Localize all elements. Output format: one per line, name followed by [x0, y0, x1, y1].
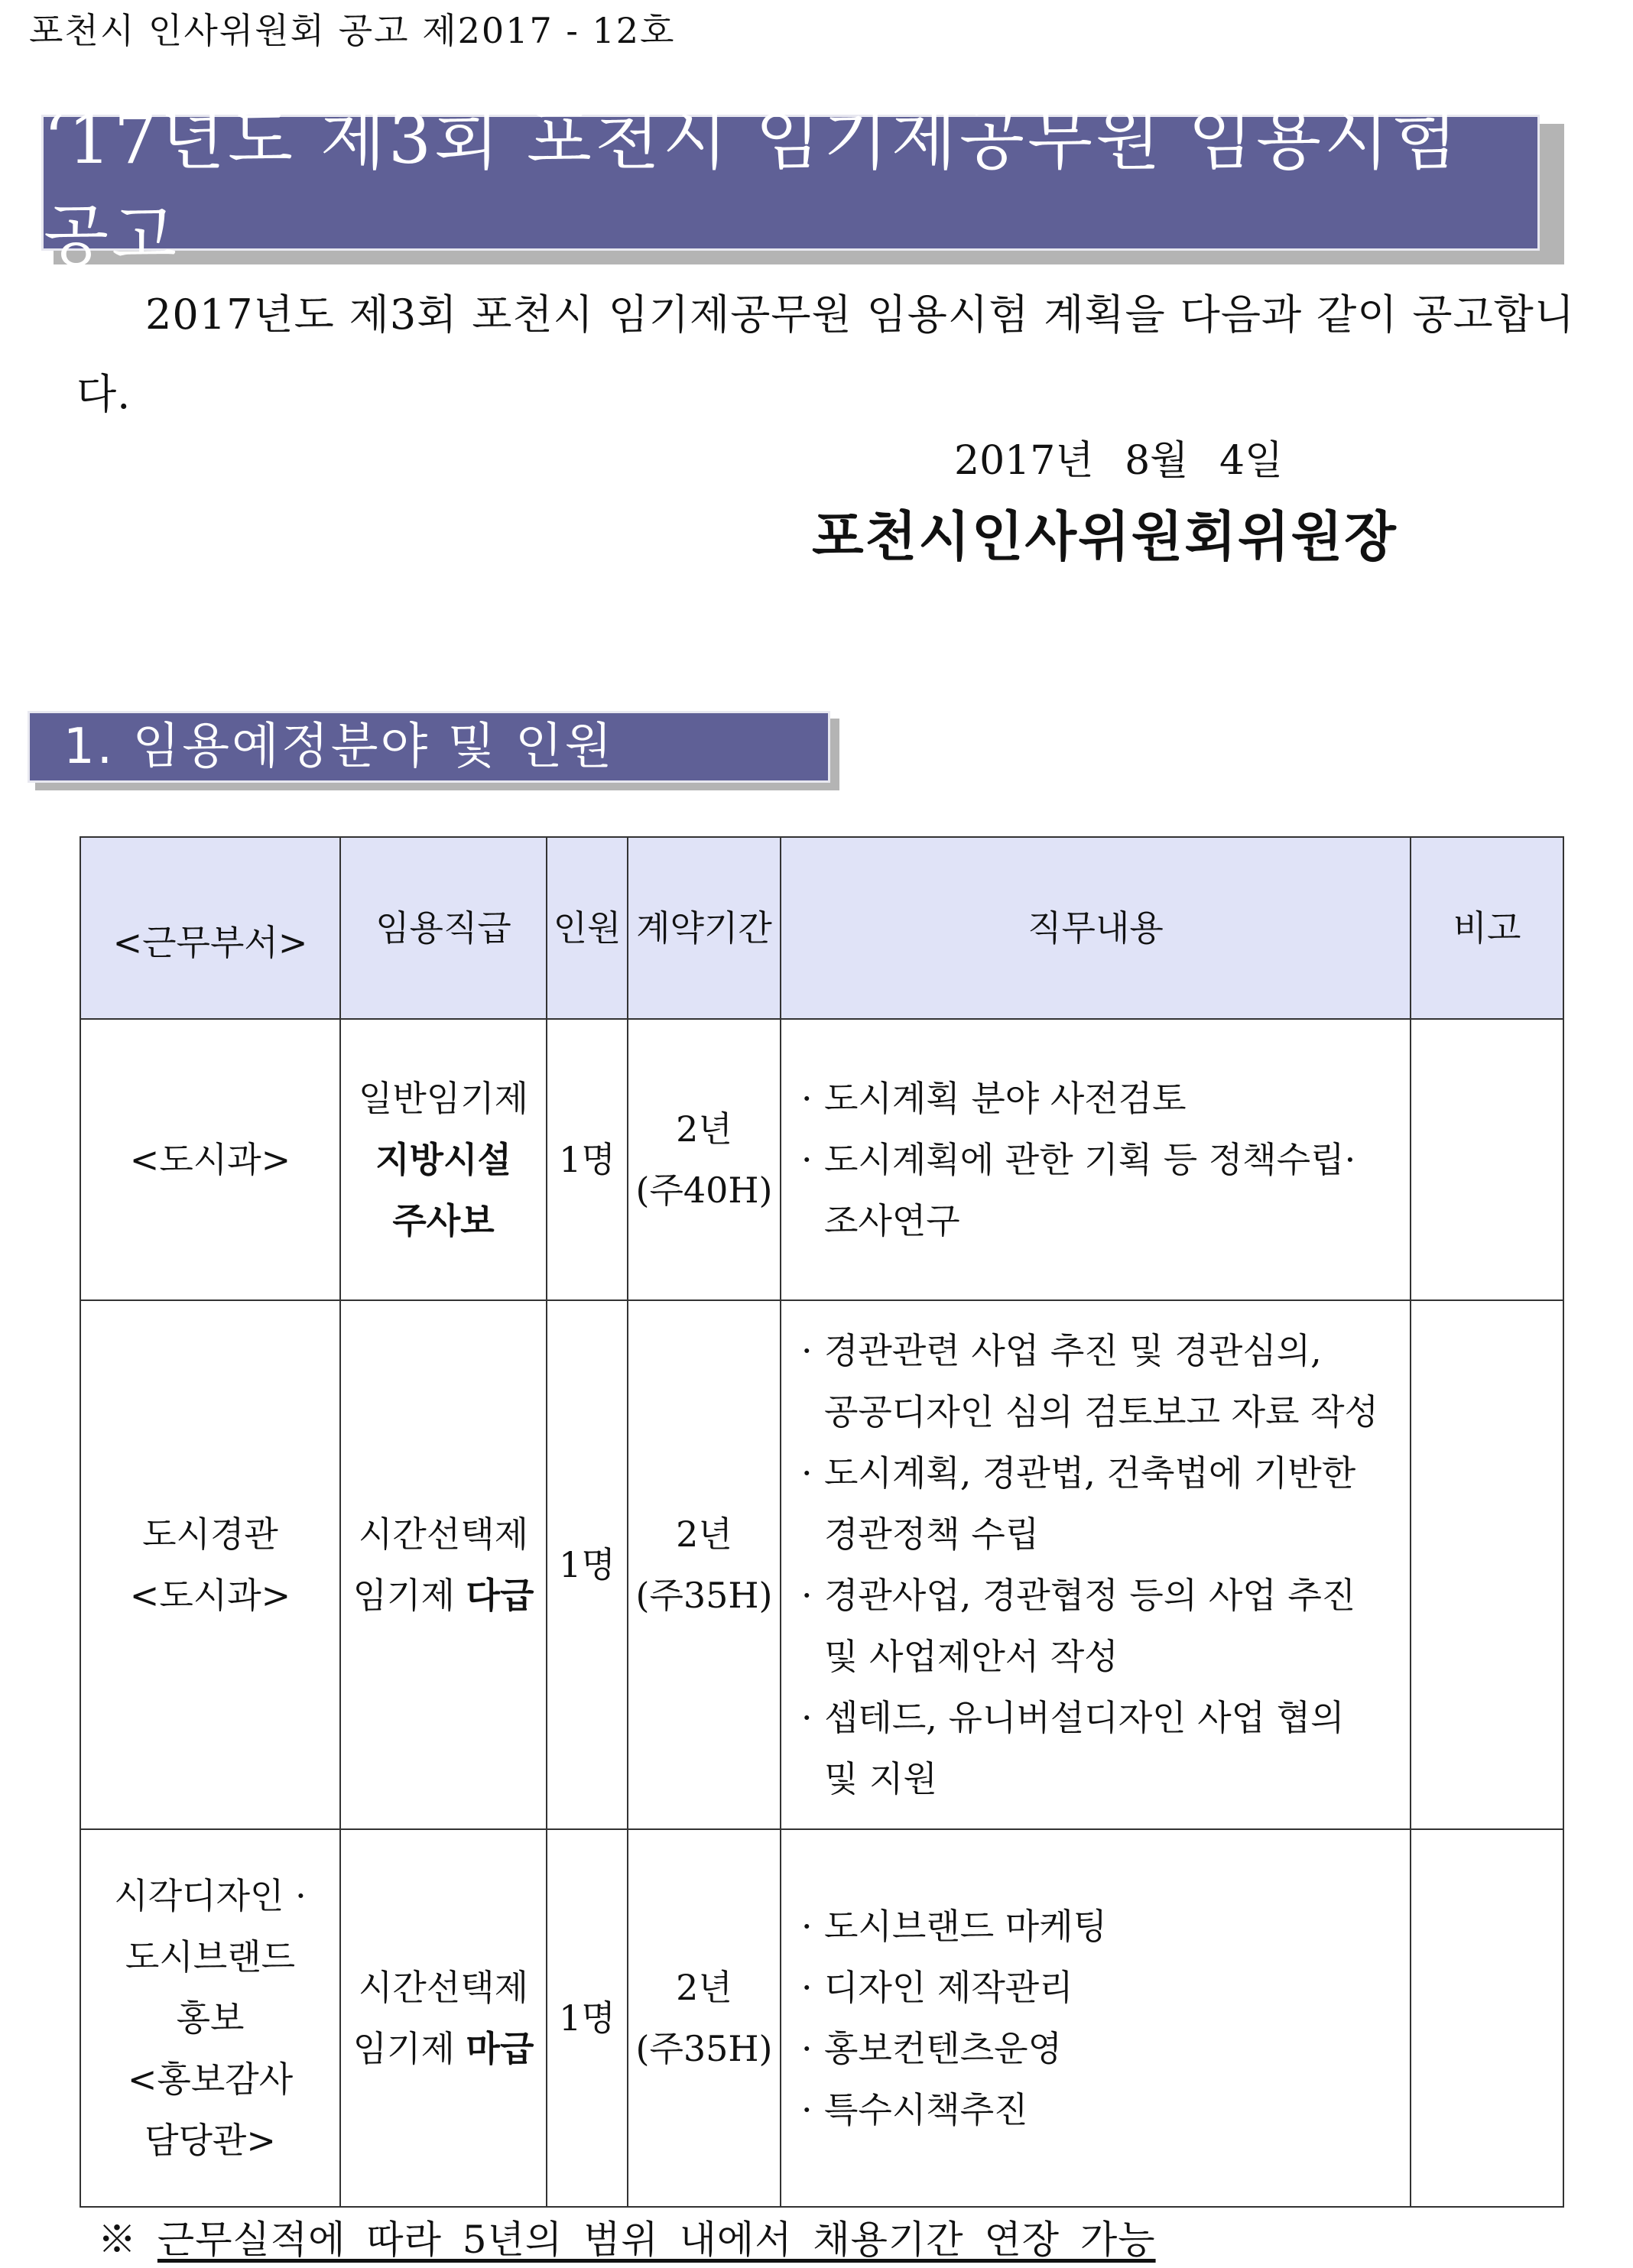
table-header-row — [80, 837, 1563, 1019]
footnote-text: 근무실적에 따라 5년의 범위 내에서 채용기간 연장 가능 — [157, 2218, 1156, 2262]
bullet-icon: · — [801, 1139, 813, 1180]
duty-item — [801, 2079, 1404, 2140]
header-duties: 직무내용 — [781, 837, 1411, 1019]
duty-item — [801, 1957, 1404, 2018]
duties-cell — [781, 1019, 1411, 1300]
announcement-title: ‘17년도 제3회 포천시 임기제공무원 임용시험 공고 — [44, 100, 1460, 275]
grade-line — [341, 2018, 546, 2079]
count-cell: 1명 — [547, 1300, 628, 1829]
bullet-icon: · — [801, 2089, 813, 2130]
bullet-icon: · — [801, 1330, 813, 1371]
count-cell: 1명 — [547, 1829, 628, 2207]
bullet-icon: · — [801, 2028, 813, 2069]
section-heading: 1. 임용예정분야 및 인원 — [28, 711, 830, 783]
bullet-icon: · — [801, 1452, 813, 1494]
grade-level: 마급 — [466, 2028, 534, 2069]
note-cell — [1411, 1300, 1563, 1829]
bullet-icon: · — [801, 1078, 813, 1119]
duty-continuation: 및 지원 — [824, 1758, 937, 1799]
bullet-icon: · — [801, 1967, 813, 2008]
bullet-icon: · — [801, 1906, 813, 1947]
grade-line — [341, 1504, 546, 1565]
intro-paragraph: 2017년도 제3회 포천시 임기제공무원 임용시험 계획을 다음과 같이 공고합니다. — [76, 290, 1575, 418]
grade-line — [341, 1957, 546, 2018]
duty-item — [801, 1442, 1404, 1504]
period-cell-line: (주35H) — [635, 1575, 773, 1616]
department-cell-line: 시각디자인 · — [114, 1875, 307, 1916]
grade-cell — [340, 1829, 547, 2207]
header-count: 인원 — [547, 837, 628, 1019]
duty-text: 특수시책추진 — [824, 2089, 1028, 2130]
department-cell — [80, 1300, 340, 1829]
department-cell — [80, 1829, 340, 2207]
duty-item — [801, 1068, 1404, 1129]
duty-continuation: 경관정책 수립 — [824, 1514, 1040, 1555]
period-cell — [628, 1300, 781, 1829]
grade-line — [341, 1068, 546, 1129]
duty-text: 셉테드, 유니버설디자인 사업 협의 — [824, 1697, 1345, 1738]
header-grade: 임용직급 — [340, 837, 547, 1019]
department-cell-line: 홍보 — [176, 1997, 245, 2039]
count-cell: 1명 — [547, 1019, 628, 1300]
department-cell-line: <도시과> — [129, 1575, 291, 1616]
duty-item — [801, 1565, 1404, 1626]
duties-cell — [781, 1829, 1411, 2207]
announcement-date: 2017년 8월 4일 — [954, 438, 1284, 484]
header-period: 계약기간 — [628, 837, 781, 1019]
duty-text: 도시계획, 경관법, 건축법에 기반한 — [824, 1452, 1356, 1494]
grade-line — [341, 1565, 546, 1626]
duty-item — [801, 1896, 1404, 1957]
duty-item — [801, 1687, 1404, 1748]
grade-text: 시간선택제 — [358, 1514, 529, 1555]
duty-text: 디자인 제작관리 — [824, 1967, 1073, 2008]
grade-text: 임기제 — [352, 2028, 455, 2069]
department-cell-line: 도시경관 — [142, 1514, 278, 1555]
grade-text: 주사보 — [392, 1200, 495, 1241]
duty-continuation: 공공디자인 심의 검토보고 자료 작성 — [824, 1391, 1379, 1433]
duty-item — [801, 1129, 1404, 1190]
duty-text: 도시계획에 관한 기획 등 정책수립· — [824, 1139, 1356, 1180]
table-row — [80, 1019, 1563, 1300]
footnote-mark: ※ — [98, 2218, 137, 2262]
duty-text: 도시브랜드 마케팅 — [824, 1906, 1108, 1947]
period-cell-line: (주35H) — [635, 2028, 773, 2069]
grade-text: 시간선택제 — [358, 1967, 529, 2008]
period-cell-line: (주40H) — [635, 1170, 773, 1211]
period-cell-line: 2년 — [676, 1967, 732, 2008]
header-note: 비고 — [1411, 837, 1563, 1019]
note-cell — [1411, 1829, 1563, 2207]
grade-cell — [340, 1019, 547, 1300]
period-cell-line: 2년 — [676, 1108, 732, 1150]
bullet-icon: · — [801, 1697, 813, 1738]
duties-cell — [781, 1300, 1411, 1829]
note-cell — [1411, 1019, 1563, 1300]
grade-level: 다급 — [466, 1575, 534, 1616]
period-cell — [628, 1019, 781, 1300]
grade-cell — [340, 1300, 547, 1829]
duty-text: 경관관련 사업 추진 및 경관심의, — [824, 1330, 1322, 1371]
department-cell-line: 도시브랜드 — [125, 1936, 296, 1978]
positions-table — [80, 836, 1564, 2208]
department-cell-line: <도시과> — [129, 1139, 291, 1180]
notice-number: 포천시 인사위원회 공고 제2017 - 12호 — [29, 10, 676, 51]
duty-item — [801, 2018, 1404, 2079]
bullet-icon: · — [801, 1575, 813, 1616]
grade-text: 지방시설 — [375, 1139, 511, 1180]
duty-text: 도시계획 분야 사전검토 — [824, 1078, 1187, 1119]
table-row — [80, 1829, 1563, 2207]
duty-continuation: 조사연구 — [824, 1200, 960, 1241]
grade-line — [341, 1129, 546, 1190]
department-cell — [80, 1019, 340, 1300]
department-cell-line: 담당관> — [144, 2120, 276, 2161]
signer-title: 포천시인사위원회위원장 — [812, 505, 1398, 568]
announcement-title-banner — [41, 100, 1540, 275]
period-cell — [628, 1829, 781, 2207]
duty-text: 경관사업, 경관협정 등의 사업 추진 — [824, 1575, 1356, 1616]
footnote — [98, 2209, 1156, 2264]
grade-line — [341, 1190, 546, 1251]
period-cell-line: 2년 — [676, 1514, 732, 1555]
header-department: <근무부서> — [80, 837, 340, 1019]
duty-text: 홍보컨텐츠운영 — [824, 2028, 1063, 2069]
table-row — [80, 1300, 1563, 1829]
grade-text: 임기제 — [352, 1575, 455, 1616]
duty-continuation: 및 사업제안서 작성 — [824, 1636, 1118, 1677]
grade-text: 일반임기제 — [358, 1078, 529, 1119]
department-cell-line: <홍보감사 — [127, 2059, 294, 2100]
duty-item — [801, 1320, 1404, 1381]
